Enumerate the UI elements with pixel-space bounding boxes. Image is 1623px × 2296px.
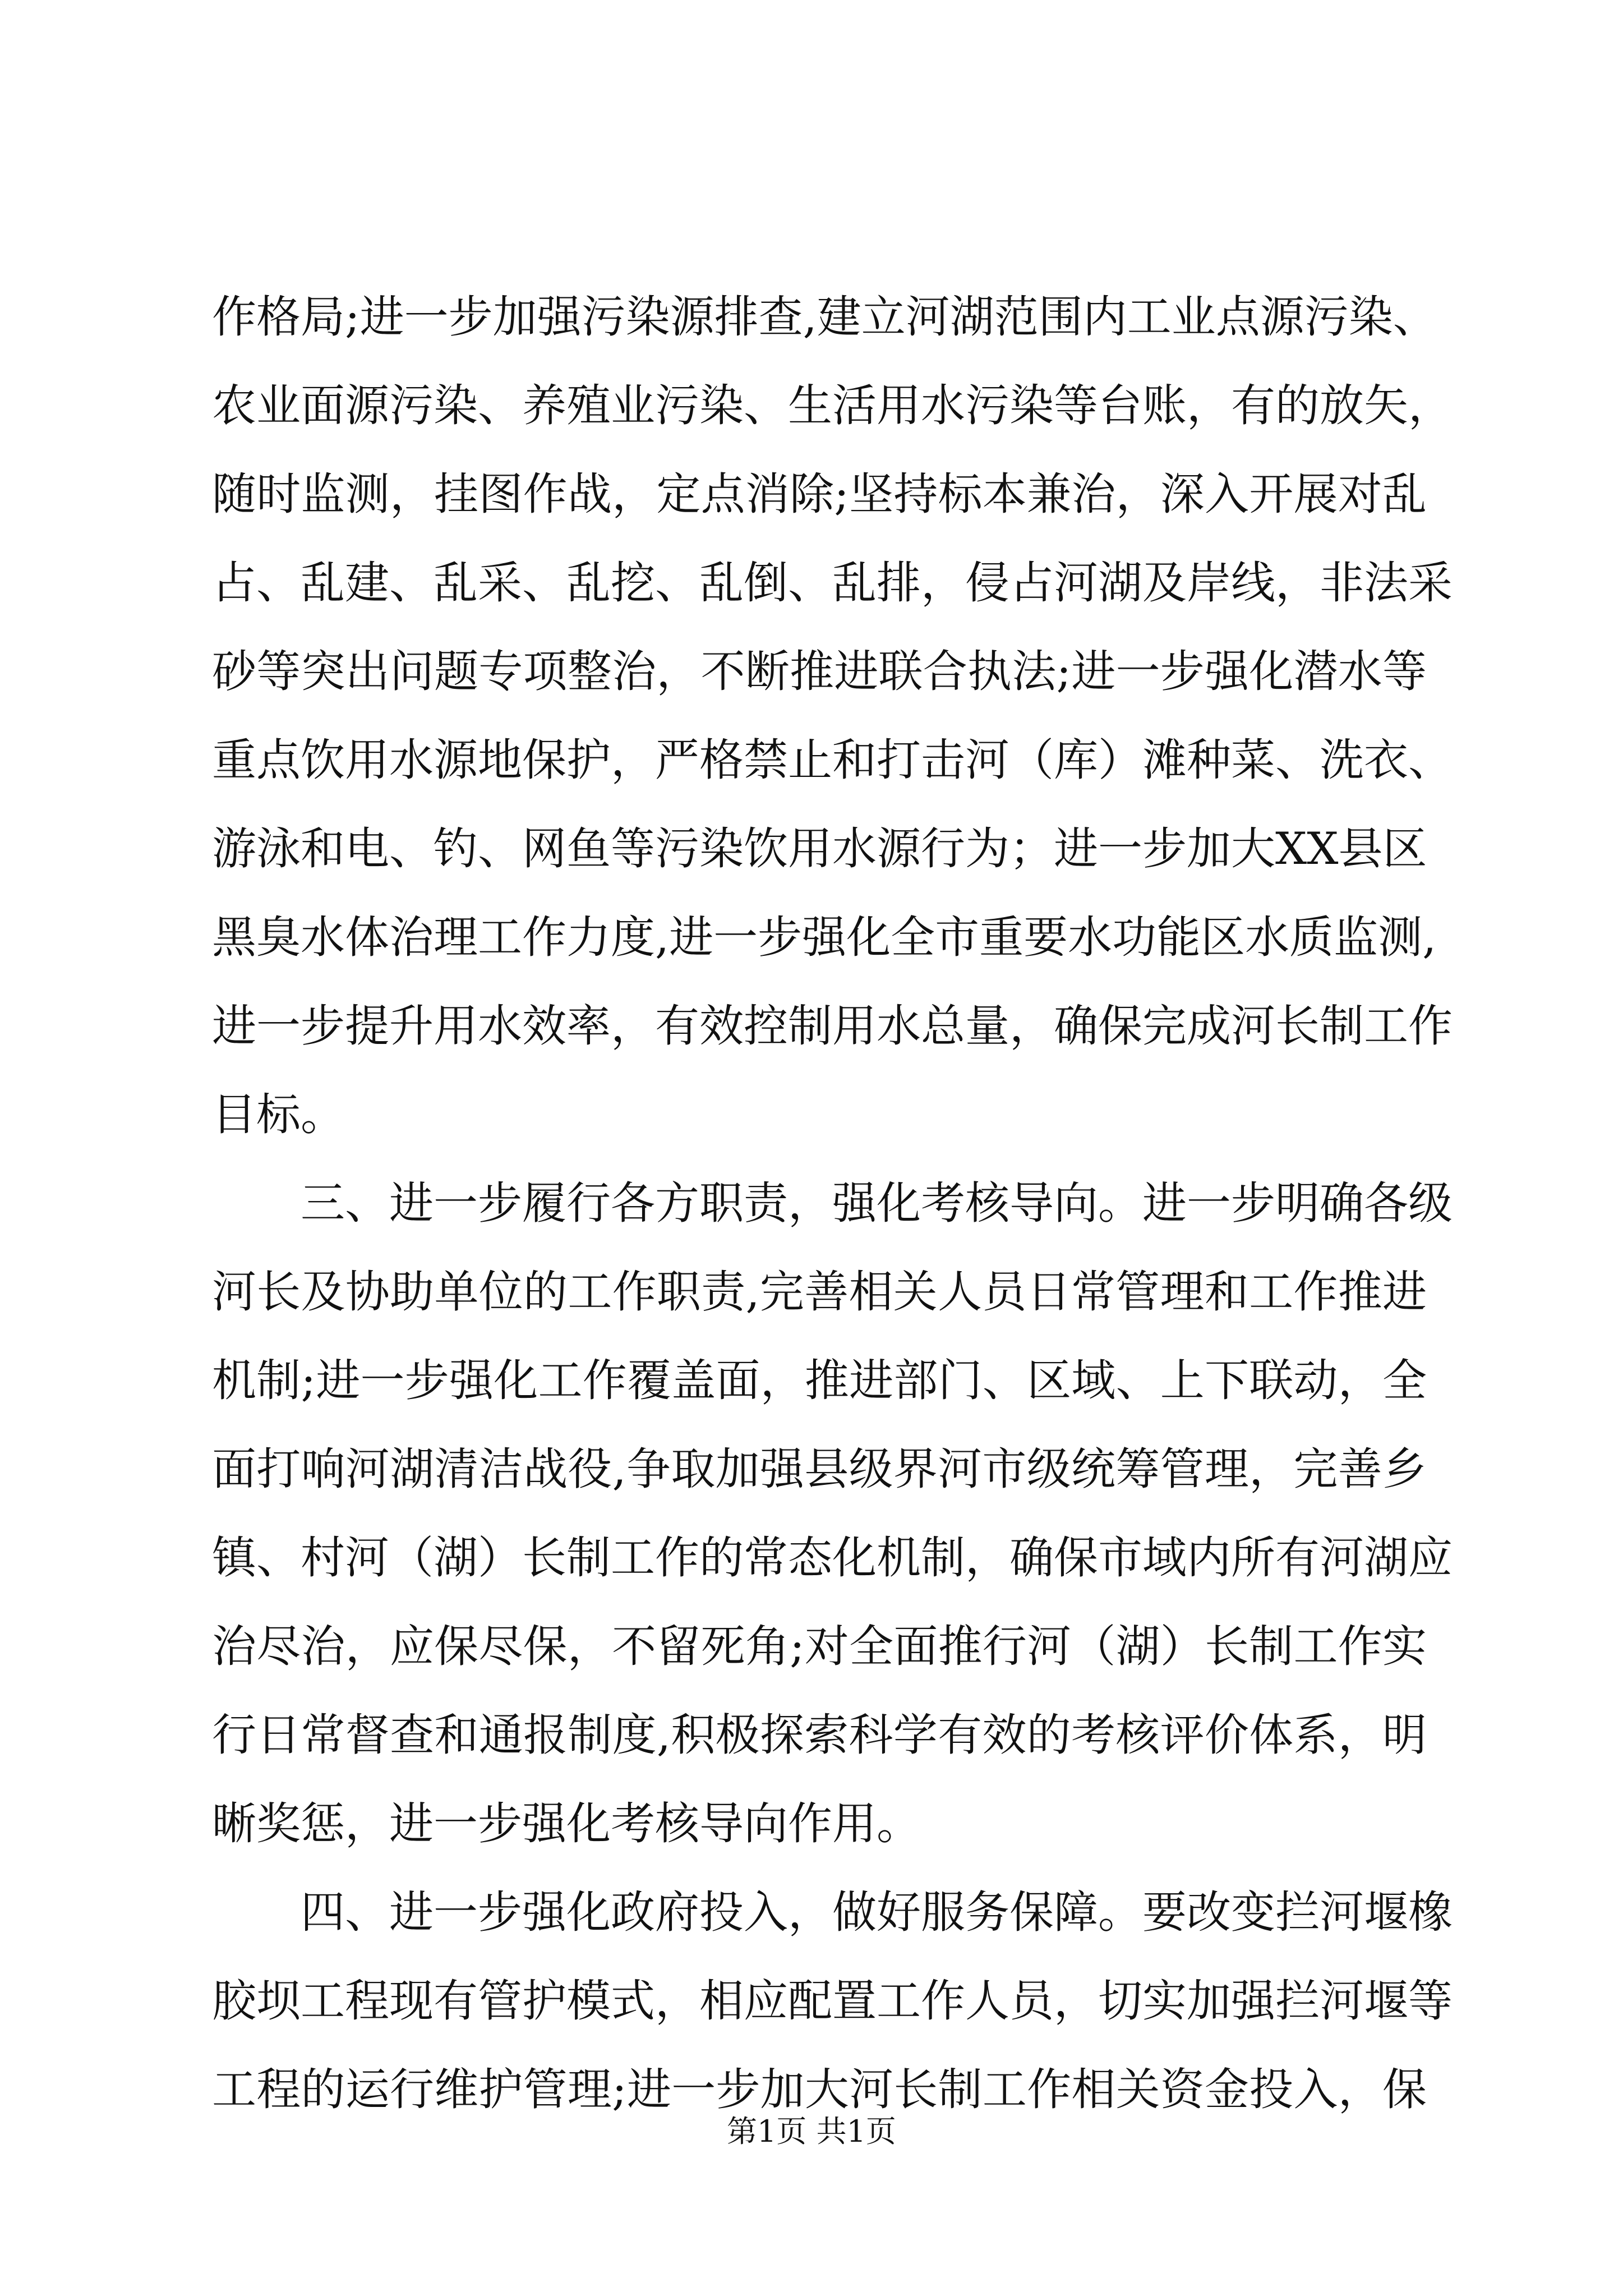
text-line: 镇、村河（湖）长制工作的常态化机制，确保市域内所有河湖应: [212, 1532, 1453, 1584]
text-line: 胶坝工程现有管护模式，相应配置工作人员，切实加强拦河堰等: [212, 1975, 1453, 2027]
page-footer: 第1页 共1页: [727, 2114, 896, 2149]
text-line: 晰奖惩，进一步强化考核导向作用。: [212, 1798, 921, 1849]
text-line: 农业面源污染、养殖业污染、生活用水污染等台账，有的放矢，: [212, 380, 1453, 431]
text-line: 河长及协助单位的工作职责,完善相关人员日常管理和工作推进: [212, 1266, 1427, 1318]
text-line: 治尽治，应保尽保，不留死角;对全面推行河（湖）长制工作实: [212, 1621, 1427, 1672]
text-line: 机制;进一步强化工作覆盖面，推进部门、区域、上下联动，全: [212, 1355, 1427, 1406]
text-line: 行日常督查和通报制度,积极探索科学有效的考核评价体系，明: [212, 1709, 1427, 1761]
body-text: [212, 273, 1453, 2134]
text-line: 黑臭水体治理工作力度,进一步强化全市重要水功能区水质监测,: [212, 912, 1437, 963]
text-line: 三、进一步履行各方职责，强化考核导向。进一步明确各级: [301, 1177, 1453, 1229]
text-line: 四、进一步强化政府投入，做好服务保障。要改变拦河堰橡: [301, 1887, 1453, 1938]
text-line: 面打响河湖清洁战役,争取加强县级界河市级统筹管理，完善乡: [212, 1443, 1427, 1495]
text-line: 进一步提升用水效率，有效控制用水总量，确保完成河长制工作: [212, 1000, 1453, 1052]
text-line: 砂等突出问题专项整治，不断推进联合执法;进一步强化潜水等: [212, 646, 1427, 697]
text-line: 目标。: [212, 1089, 345, 1140]
text-line: 占、乱建、乱采、乱挖、乱倒、乱排，侵占河湖及岸线，非法采: [212, 557, 1453, 609]
paragraph-3: [212, 1868, 1453, 2134]
paragraph-2: [212, 1159, 1453, 1868]
text-line: 作格局;进一步加强污染源排查,建立河湖范围内工业点源污染、: [212, 291, 1437, 343]
text-line: 工程的运行维护管理;进一步加大河长制工作相关资金投入，保: [212, 2064, 1427, 2115]
text-line: 随时监测，挂图作战，定点消除;坚持标本兼治，深入开展对乱: [212, 468, 1427, 520]
text-line: 重点饮用水源地保护，严格禁止和打击河（库）滩种菜、洗衣、: [212, 734, 1453, 786]
text-line: 游泳和电、钓、网鱼等污染饮用水源行为；进一步加大XX县区: [212, 823, 1427, 875]
paragraph-1: [212, 273, 1453, 1159]
